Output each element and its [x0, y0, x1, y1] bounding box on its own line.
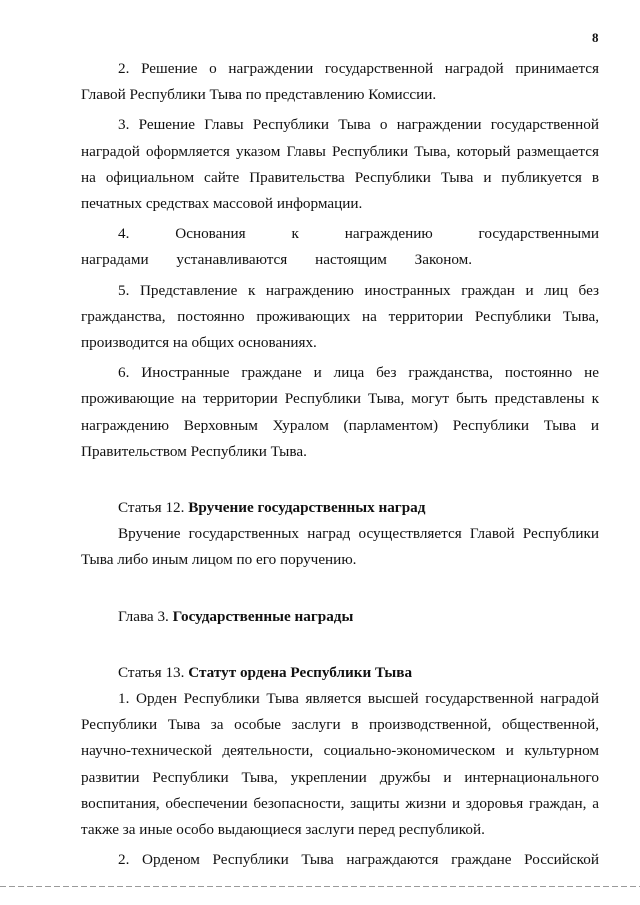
paragraph-2: 2. Решение о награждении государственной наградой принимается Главой Республики Тыва по представлению Комиссии.: [81, 60, 599, 104]
chapter-3-heading: [81, 604, 599, 630]
paragraph-5: 5. Представление к награждению иностранных граждан и лиц без гражданства, постоянно проживающих на территории Республики Тыва, производится на общих основаниях.: [81, 281, 599, 352]
page-number: 8: [592, 30, 599, 45]
paragraph-3: 3. Решение Главы Республики Тыва о награждении государственной наградой оформляется указом Главы Республики Тыва, который размещается на официальном сайте Правительства Республики Тыва и публикуется в печатных средствах массовой информации.: [81, 116, 599, 213]
chapter-3-title: Государственные награды: [172, 607, 354, 625]
article-13-paragraph-1: 1. Орден Республики Тыва является высшей государственной наградой Республики Тыва за особые заслуги в производственной, общественной, научно-технической деятельности, социально-экономическом и культурном развитии Республики Тыва, укреплении дружбы и интернационального воспитания, обеспечении безопасности, защиты жизни и здоровья граждан, а также за иные особо выдающиеся заслуги перед республикой.: [81, 690, 599, 839]
article-12-prefix: Статья 12.: [118, 499, 189, 517]
article-12-text: Вручение государственных наград осуществляется Главой Республики Тыва либо иным лицом по его поручению.: [81, 525, 599, 569]
document-body: [81, 56, 599, 873]
article-13-paragraph-2: 2. Орденом Республики Тыва награждаются граждане Российской: [118, 851, 599, 869]
paragraph-6: 6. Иностранные граждане и лица без гражданства, постоянно не проживающие на территории Республики Тыва, могут быть представлены к награждению Верховным Хуралом (парламентом) Республики Тыва и Правительством Республики Тыва.: [81, 364, 599, 460]
article-13-title: Статут ордена Республики Тыва: [188, 663, 413, 681]
article-13-prefix: Статья 13.: [118, 663, 189, 681]
chapter-3-prefix: Глава 3.: [118, 607, 173, 625]
article-12-heading: [81, 495, 599, 521]
paragraph-4: 4. Основания к награждению государственными наградами устанавливаются настоящим Законом.: [81, 225, 599, 269]
article-12-title: Вручение государственных наград: [188, 499, 426, 517]
bottom-edge-rule: [0, 886, 640, 887]
article-13-heading: [81, 660, 599, 686]
